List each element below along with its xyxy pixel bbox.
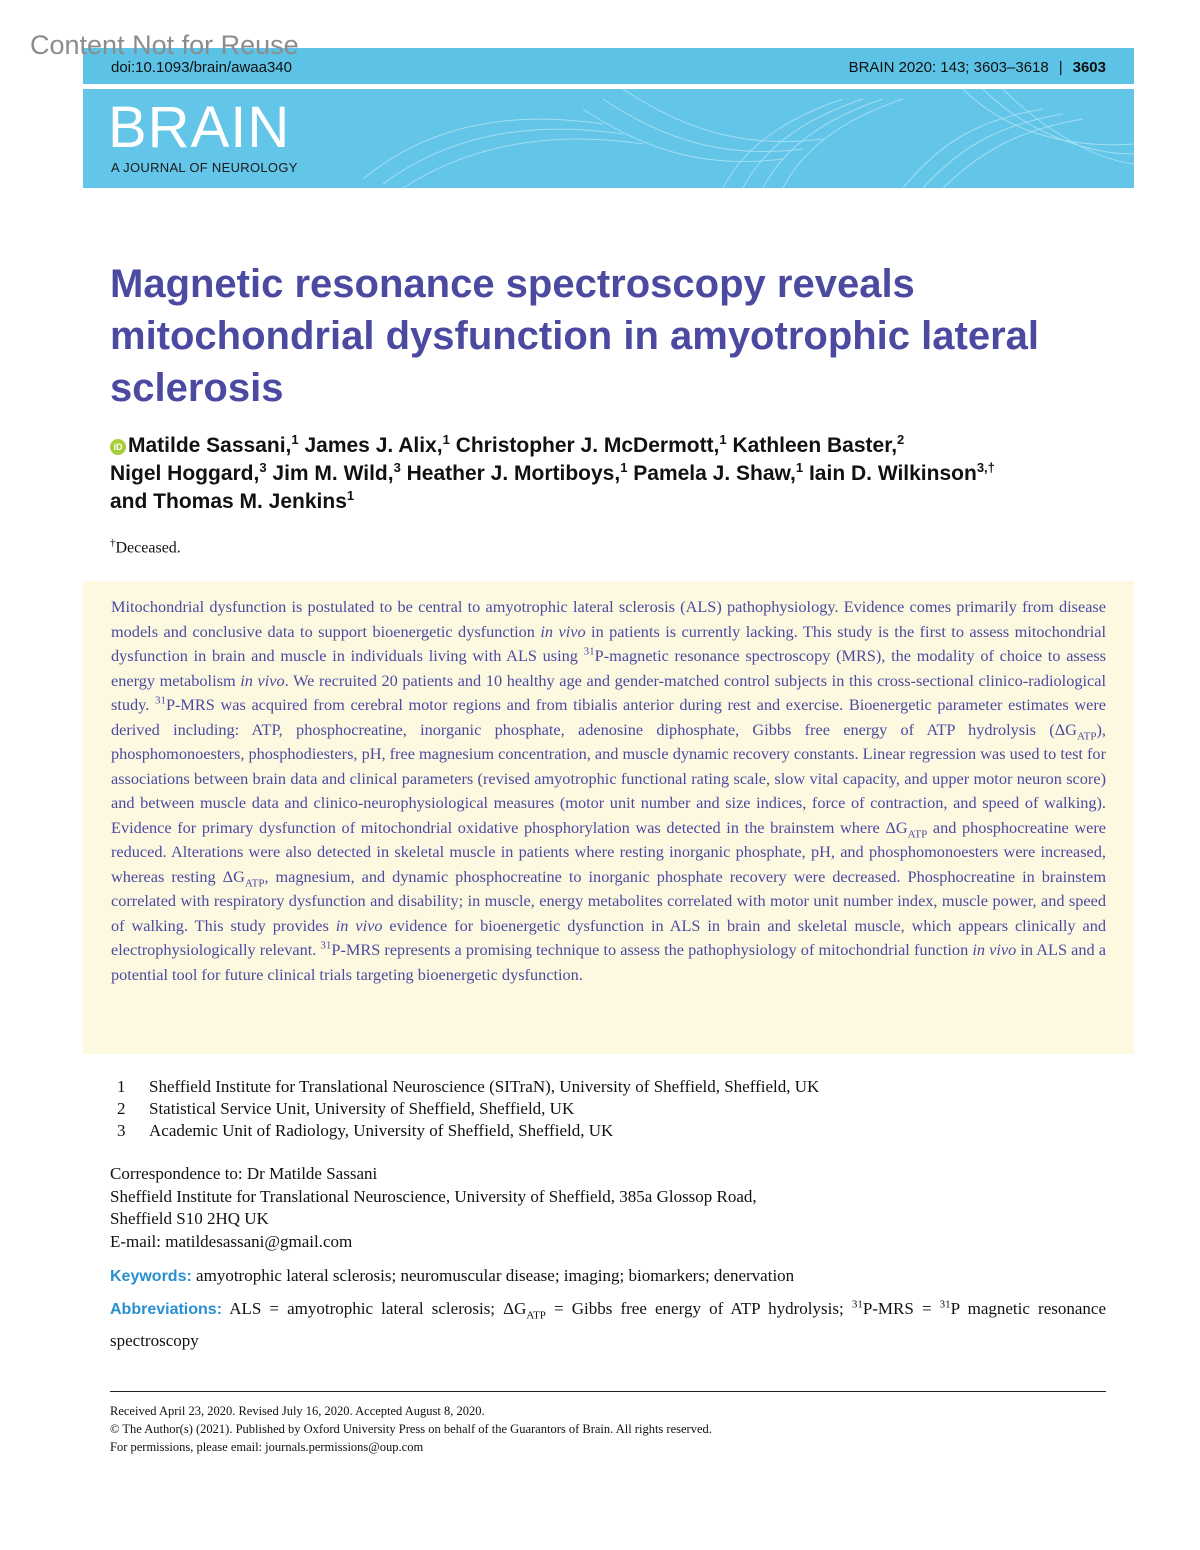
- keywords-label: Keywords:: [110, 1268, 192, 1285]
- text-segment: 31: [320, 939, 332, 952]
- correspondence-name: Correspondence to: Dr Matilde Sassani: [110, 1164, 378, 1183]
- text-segment: in vivo: [972, 940, 1017, 959]
- author-affiliation-mark: 1: [442, 432, 450, 447]
- text-segment: P magnetic resonance spectroscopy: [110, 1299, 1106, 1350]
- author: Kathleen Baster,: [726, 434, 898, 457]
- author-list: [110, 432, 1110, 516]
- text-segment: 31: [154, 694, 166, 707]
- orcid-icon[interactable]: iD: [110, 439, 126, 455]
- author: Heather J. Mortiboys,: [400, 462, 621, 485]
- author-affiliation-mark: 3: [259, 460, 267, 475]
- text-segment: 31: [851, 1298, 863, 1311]
- text-segment: in ALS and a potential tool for future clinical trials targeting bioenergetic dysfunction.: [111, 940, 1106, 984]
- text-segment: P-magnetic resonance spectroscopy (MRS), the modality of choice to assess energy metabolism: [111, 646, 1106, 690]
- affiliation-number: 1: [117, 1077, 126, 1096]
- journal-logo: BRAIN: [108, 95, 291, 160]
- text-segment: 31: [939, 1298, 951, 1311]
- text-segment: in vivo: [540, 621, 586, 641]
- abbreviations-label: Abbreviations:: [110, 1301, 223, 1318]
- text-segment: Mitochondrial dysfunction is postulated to be central to amyotrophic lateral sclerosis (ALS) pathophysiology. Evidence comes primarily from disease models and conclusive data to support bioenergetic dysfunction: [111, 597, 1106, 641]
- affiliation-text: Statistical Service Unit, University of Sheffield, Sheffield, UK: [149, 1099, 575, 1118]
- author: Iain D. Wilkinson: [803, 462, 977, 485]
- affiliation-list: [117, 1076, 819, 1142]
- text-segment: P-MRS represents a promising technique to assess the pathophysiology of mitochondrial function: [331, 940, 973, 959]
- affiliation-item: [117, 1120, 819, 1142]
- keywords-text: amyotrophic lateral sclerosis; neuromuscular disease; imaging; biomarkers; denervation: [196, 1266, 795, 1285]
- doi-link[interactable]: doi:10.1093/brain/awaa340: [111, 59, 292, 76]
- citation-text: BRAIN 2020: 143; 3603–3618: [848, 59, 1049, 76]
- text-segment: ALS = amyotrophic lateral sclerosis; ΔG: [229, 1299, 527, 1318]
- abbreviations: [110, 1293, 1106, 1356]
- text-segment: ATP: [1076, 729, 1097, 742]
- received-dates: Received April 23, 2020. Revised July 16, 2020. Accepted August 8, 2020.: [110, 1404, 485, 1418]
- text-segment: ATP: [907, 827, 928, 840]
- text-segment: , magnesium, and dynamic phosphocreatine to inorganic phosphate recovery were decreased. Phosphocreatine in brainstem correlated with respiratory dysfunction and disability; in muscle, energy metabolites correlated with motor unit number index, muscle power, and speed of walking. This study provides: [111, 866, 1106, 935]
- affiliation-number: 2: [117, 1099, 126, 1118]
- abstract-text: [111, 595, 1106, 987]
- page-number: 3603: [1072, 59, 1106, 76]
- article-title: Magnetic resonance spectroscopy reveals mitochondrial dysfunction in amyotrophic lateral sclerosis: [110, 262, 1040, 410]
- author-affiliation-mark: 2: [897, 432, 905, 447]
- text-segment: evidence for bioenergetic dysfunction in ALS in brain and skeletal muscle, which appears clinically and electrophysiologically relevant.: [111, 915, 1106, 959]
- affiliation-item: [117, 1098, 819, 1120]
- author-line: [110, 432, 1110, 460]
- author: Matilde Sassani,: [128, 434, 292, 457]
- author-affiliation-mark: 3: [393, 460, 401, 475]
- affiliation-text: Academic Unit of Radiology, University of Sheffield, Sheffield, UK: [149, 1121, 614, 1140]
- permissions-notice: For permissions, please email: journals.permissions@oup.com: [110, 1440, 424, 1454]
- author: Christopher J. McDermott,: [449, 434, 720, 457]
- text-segment: in patients is currently lacking. This study is the first to assess mitochondrial dysfunction in brain and muscle in individuals living with ALS using: [111, 621, 1106, 665]
- affiliation-number: 3: [117, 1121, 126, 1140]
- text-segment: = Gibbs free energy of ATP hydrolysis;: [545, 1299, 852, 1318]
- author: and Thomas M. Jenkins: [110, 490, 347, 513]
- affiliation-item: [117, 1076, 819, 1098]
- article-footer: [110, 1402, 712, 1456]
- author: Pamela J. Shaw,: [627, 462, 796, 485]
- deceased-note: [110, 537, 181, 557]
- text-segment: in vivo: [335, 915, 383, 935]
- keywords: [110, 1266, 1106, 1286]
- text-segment: P-MRS was acquired from cerebral motor regions and from tibialis anterior during rest and exercise. Bioenergetic parameter estimates were derived including: ATP, phosphocreatine, inorganic phosphate, adenosine diphosphate, Gibbs free energy of ATP hydrolysis (ΔG: [111, 695, 1106, 739]
- text-segment: ATP: [526, 1309, 546, 1322]
- author-affiliation-mark: 1: [795, 460, 804, 475]
- text-segment: ), phosphomonoesters, phosphodiesters, pH, free magnesium concentration, and muscle dynamic recovery constants. Linear regression was used to test for associations between brain data and clinical parameters (revised amyotrophic functional rating scale, slow vital capacity, and upper motor neuron score) and between muscle data and clinico-neurophysiological measures (motor unit number and size indices, force of contraction, and speed of walking). Evidence for primary dysfunction of mitochondrial oxidative phosphorylation was detected in the brainstem where ΔG: [111, 719, 1106, 837]
- dagger-mark: †: [110, 537, 116, 549]
- author: Nigel Hoggard,: [110, 462, 260, 485]
- affiliation-text: Sheffield Institute for Translational Neuroscience (SITraN), University of Sheffield, Sheffield, UK: [149, 1077, 820, 1096]
- abstract-box: [83, 581, 1134, 1054]
- text-segment: P-MRS =: [862, 1299, 940, 1318]
- author-affiliation-mark: 1: [346, 488, 355, 503]
- text-segment: ATP: [244, 876, 265, 889]
- author: James J. Alix,: [298, 434, 443, 457]
- footer-divider: [110, 1391, 1106, 1392]
- author-line: [110, 488, 1110, 516]
- text-segment: in vivo: [240, 670, 285, 690]
- text-segment: 31: [583, 645, 595, 658]
- copyright-notice: © The Author(s) (2021). Published by Oxford University Press on behalf of the Guarantors of Brain. All rights reserved.: [110, 1422, 712, 1436]
- deceased-text: Deceased.: [115, 539, 181, 557]
- text-segment: and phosphocreatine were reduced. Alterations were also detected in skeletal muscle in patients where resting inorganic phosphate, pH, and phosphomonoesters were increased, whereas resting ΔG: [111, 817, 1106, 886]
- journal-subtitle: A JOURNAL OF NEUROLOGY: [111, 160, 298, 175]
- watermark: Content Not for Reuse: [30, 30, 299, 60]
- author-line: [110, 460, 1110, 488]
- author-affiliation-mark: 1: [719, 432, 727, 447]
- author-affiliation-mark: 1: [291, 432, 299, 447]
- abbreviations-text: [110, 1299, 1106, 1350]
- correspondence-email[interactable]: E-mail: matildesassani@gmail.com: [110, 1231, 353, 1251]
- author-affiliation-mark: 1: [620, 460, 628, 475]
- text-segment: . We recruited 20 patients and 10 healthy age and gender-matched control subjects in this cross-sectional clinico-radiological study.: [111, 670, 1106, 714]
- journal-banner: [83, 89, 1134, 188]
- citation: BRAIN 2020: 143; 3603–3618 | 3603: [848, 59, 1106, 76]
- author-affiliation-mark: 3,†: [976, 460, 995, 475]
- correspondence-address: Sheffield Institute for Translational Neuroscience, University of Sheffield, 385a Glossop Road,: [110, 1186, 757, 1206]
- author: Jim M. Wild,: [266, 462, 394, 485]
- correspondence-block: [110, 1163, 757, 1253]
- correspondence-city: Sheffield S10 2HQ UK: [110, 1209, 269, 1228]
